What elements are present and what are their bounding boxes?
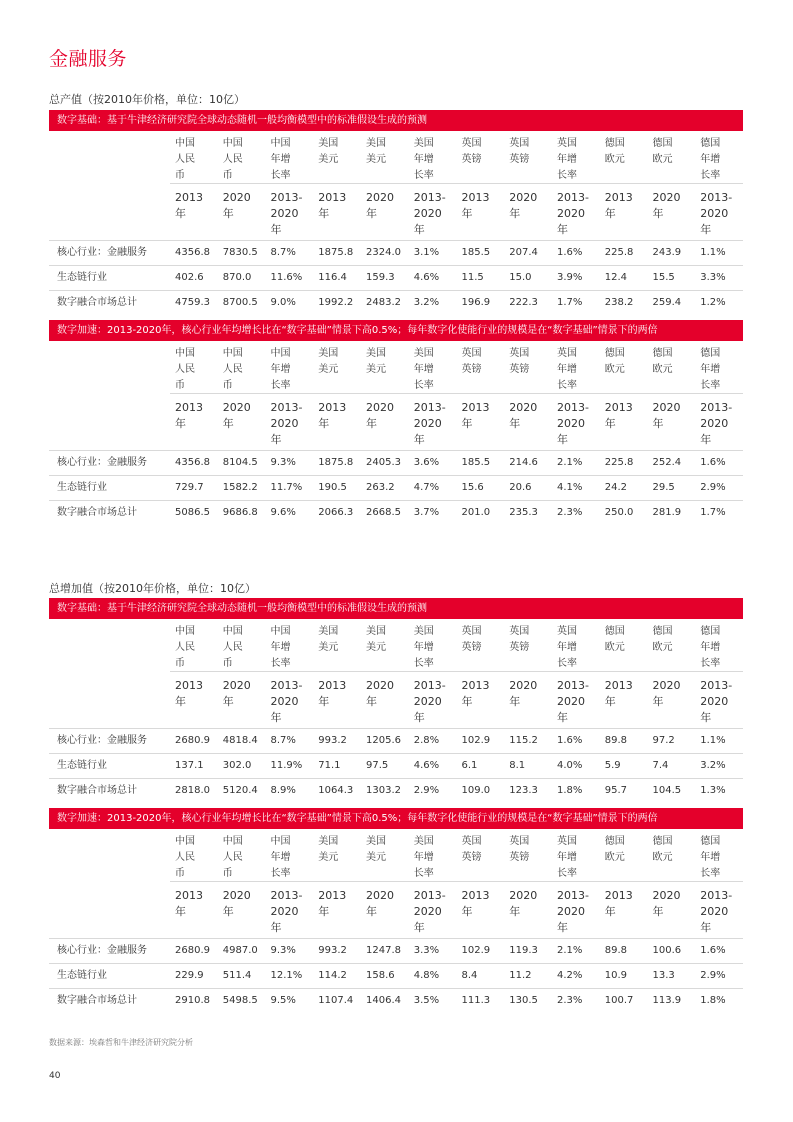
row-label: 生态链行业: [57, 970, 107, 981]
value-cell: 2483.2: [366, 297, 401, 308]
header-spacer: [49, 133, 170, 183]
header-cell: 德国 欧元: [604, 626, 625, 653]
table-row: [49, 501, 743, 525]
value-cell: 11.5: [461, 272, 484, 283]
header-cell: 美国 美元: [318, 836, 339, 863]
value-cell: 2680.9: [175, 735, 210, 746]
table-row: [49, 989, 743, 1013]
header-cell: 中国 人民 币: [175, 348, 195, 391]
data-table: [49, 343, 743, 525]
value-cell: 1.6%: [700, 457, 726, 468]
value-cell: 10.9: [604, 970, 628, 981]
value-cell: 7830.5: [222, 247, 258, 258]
header-cell: 中国 年增 长率: [270, 348, 291, 391]
header-cell: 中国 人民 币: [175, 836, 195, 879]
header-cell: 2013- 2020 年: [270, 889, 303, 934]
header-cell: 英国 年增 长率: [557, 836, 577, 879]
value-cell: 4.2%: [557, 970, 583, 981]
value-cell: 9.5%: [270, 995, 296, 1006]
value-cell: 3.2%: [700, 760, 726, 771]
table-row: [49, 241, 743, 265]
value-cell: 2680.9: [175, 945, 210, 956]
header-cell: 2013 年: [604, 679, 633, 708]
page-number: 40: [49, 1071, 61, 1081]
value-cell: 2.9%: [413, 785, 440, 796]
value-cell: 1303.2: [366, 785, 401, 796]
value-cell: 116.4: [318, 272, 347, 283]
value-cell: 4.0%: [557, 760, 583, 771]
header-cell: 2013 年: [318, 401, 347, 430]
value-cell: 29.5: [652, 482, 675, 493]
value-cell: 5.9: [604, 760, 621, 771]
value-cell: 1.6%: [557, 247, 583, 258]
value-cell: 8.9%: [270, 785, 296, 796]
value-cell: 4818.4: [222, 735, 258, 746]
value-cell: 214.6: [509, 457, 538, 468]
value-cell: 7.4: [652, 760, 669, 771]
table-header-year: [49, 184, 743, 240]
value-cell: 222.3: [509, 297, 538, 308]
value-cell: 1.7%: [700, 507, 726, 518]
value-cell: 115.2: [509, 735, 538, 746]
value-cell: 8.1: [509, 760, 526, 771]
value-cell: 4356.8: [175, 457, 210, 468]
header-cell: 2020 年: [222, 401, 251, 430]
table-header-currency: [49, 831, 743, 881]
header-cell: 2020 年: [366, 889, 394, 918]
value-cell: 190.5: [318, 482, 347, 493]
header-cell: 英国 年增 长率: [557, 348, 577, 391]
header-cell: 德国 欧元: [604, 836, 625, 863]
header-cell: 2020 年: [509, 401, 538, 430]
header-cell: 2013 年: [461, 191, 490, 220]
header-cell: 2013- 2020 年: [700, 191, 733, 236]
value-cell: 15.6: [461, 482, 484, 493]
value-cell: 97.5: [366, 760, 389, 771]
header-cell: 2013 年: [318, 679, 347, 708]
row-label: 数字融合市场总计: [57, 297, 137, 308]
value-cell: 4987.0: [222, 945, 258, 956]
header-cell: 美国 美元: [318, 348, 339, 375]
value-cell: 1.8%: [557, 785, 583, 796]
value-cell: 243.9: [652, 247, 682, 258]
header-cell: 2013- 2020 年: [270, 401, 303, 446]
value-cell: 97.2: [652, 735, 675, 746]
value-cell: 15.0: [509, 272, 532, 283]
value-cell: 8.7%: [270, 247, 296, 258]
row-label: 数字融合市场总计: [57, 507, 137, 518]
value-cell: 4.7%: [413, 482, 440, 493]
value-cell: 11.9%: [270, 760, 303, 771]
value-cell: 201.0: [461, 507, 491, 518]
scenario-banner: 数字基础：基于牛津经济研究院全球动态随机一般均衡模型中的标准假设生成的预测: [49, 598, 743, 619]
header-cell: 2013 年: [461, 679, 490, 708]
table-row: [49, 266, 743, 290]
header-spacer: [49, 621, 170, 671]
value-cell: 263.2: [366, 482, 395, 493]
value-cell: 3.9%: [557, 272, 583, 283]
header-cell: 英国 英镑: [461, 348, 482, 375]
value-cell: 1.8%: [700, 995, 726, 1006]
value-cell: 1.1%: [700, 735, 726, 746]
header-cell: 2013 年: [461, 401, 490, 430]
row-label: 核心行业：金融服务: [57, 735, 147, 746]
header-cell: 2020 年: [652, 679, 681, 708]
value-cell: 1875.8: [318, 457, 354, 468]
value-cell: 250.0: [604, 507, 634, 518]
table-row: [49, 754, 743, 778]
value-cell: 3.3%: [413, 945, 440, 956]
data-table: [49, 831, 743, 1013]
header-cell: 2020 年: [366, 679, 394, 708]
header-cell: 2020 年: [509, 191, 538, 220]
value-cell: 102.9: [461, 735, 491, 746]
value-cell: 15.5: [652, 272, 675, 283]
table-header-year: [49, 394, 743, 450]
value-cell: 9.3%: [270, 457, 296, 468]
header-cell: 英国 英镑: [509, 138, 530, 165]
header-cell: 2020 年: [222, 679, 251, 708]
header-cell: 2013 年: [461, 889, 490, 918]
value-cell: 4759.3: [175, 297, 210, 308]
header-cell: 英国 英镑: [461, 836, 482, 863]
value-cell: 225.8: [604, 457, 634, 468]
header-cell: 2013 年: [175, 889, 203, 918]
value-cell: 4.8%: [413, 970, 440, 981]
row-label: 核心行业：金融服务: [57, 457, 147, 468]
value-cell: 102.9: [461, 945, 491, 956]
header-cell: 2013- 2020 年: [700, 401, 733, 446]
value-cell: 1.3%: [700, 785, 726, 796]
row-label: 核心行业：金融服务: [57, 945, 147, 956]
header-cell: 美国 年增 长率: [413, 626, 434, 669]
header-cell: 2013 年: [175, 401, 203, 430]
value-cell: 5498.5: [222, 995, 258, 1006]
value-cell: 1582.2: [222, 482, 258, 493]
header-spacer: [49, 831, 170, 881]
value-cell: 511.4: [222, 970, 252, 981]
table-row: [49, 291, 743, 315]
header-cell: 德国 年增 长率: [700, 626, 721, 669]
value-cell: 119.3: [509, 945, 538, 956]
value-cell: 1107.4: [318, 995, 354, 1006]
header-cell: 2020 年: [652, 401, 681, 430]
header-cell: 中国 人民 币: [222, 348, 243, 391]
header-cell: 2020 年: [222, 191, 251, 220]
value-cell: 5120.4: [222, 785, 258, 796]
header-cell: 2013- 2020 年: [270, 191, 303, 236]
table-header-currency: [49, 621, 743, 671]
value-cell: 113.9: [652, 995, 682, 1006]
header-cell: 中国 年增 长率: [270, 836, 291, 879]
value-cell: 3.2%: [413, 297, 440, 308]
value-cell: 1992.2: [318, 297, 354, 308]
header-cell: 2020 年: [509, 889, 538, 918]
header-cell: 美国 美元: [366, 138, 386, 165]
table-row: [49, 779, 743, 803]
value-cell: 281.9: [652, 507, 682, 518]
value-cell: 302.0: [222, 760, 252, 771]
header-cell: 中国 年增 长率: [270, 138, 291, 181]
header-cell: 美国 美元: [366, 836, 386, 863]
value-cell: 13.3: [652, 970, 675, 981]
header-cell: 2020 年: [366, 401, 394, 430]
value-cell: 1247.8: [366, 945, 401, 956]
value-cell: 259.4: [652, 297, 682, 308]
table-header-currency: [49, 343, 743, 393]
value-cell: 9.6%: [270, 507, 296, 518]
header-cell: 德国 欧元: [652, 138, 673, 165]
header-cell: 中国 人民 币: [175, 626, 195, 669]
header-cell: 德国 欧元: [652, 348, 673, 375]
value-cell: 1.6%: [557, 735, 583, 746]
value-cell: 229.9: [175, 970, 204, 981]
header-cell: 德国 年增 长率: [700, 138, 721, 181]
header-cell: 英国 英镑: [509, 626, 530, 653]
header-cell: 中国 人民 币: [222, 626, 243, 669]
header-cell: 德国 年增 长率: [700, 836, 721, 879]
value-cell: 2.8%: [413, 735, 440, 746]
value-cell: 207.4: [509, 247, 538, 258]
value-cell: 993.2: [318, 735, 347, 746]
value-cell: 8.4: [461, 970, 478, 981]
value-cell: 24.2: [604, 482, 628, 493]
value-cell: 2405.3: [366, 457, 401, 468]
row-label: 生态链行业: [57, 272, 107, 283]
row-label: 数字融合市场总计: [57, 995, 137, 1006]
header-cell: 2013- 2020 年: [413, 889, 446, 934]
page-title: 金融服务: [49, 48, 128, 70]
value-cell: 11.7%: [270, 482, 303, 493]
header-cell: 2013 年: [604, 401, 633, 430]
header-cell: 2013 年: [318, 191, 347, 220]
header-cell: 2013- 2020 年: [557, 401, 589, 446]
header-cell: 2013- 2020 年: [413, 401, 446, 446]
table-row: [49, 939, 743, 963]
value-cell: 3.5%: [413, 995, 440, 1006]
value-cell: 9686.8: [222, 507, 258, 518]
header-cell: 2013 年: [175, 679, 203, 708]
header-cell: 2020 年: [652, 889, 681, 918]
value-cell: 71.1: [318, 760, 341, 771]
header-cell: 2013- 2020 年: [557, 679, 589, 724]
header-cell: 美国 年增 长率: [413, 348, 434, 391]
header-cell: 2013- 2020 年: [700, 679, 733, 724]
header-cell: 2013- 2020 年: [557, 191, 589, 236]
value-cell: 2066.3: [318, 507, 354, 518]
header-cell: 英国 英镑: [509, 348, 530, 375]
header-cell: 2020 年: [652, 191, 681, 220]
header-cell: 英国 英镑: [509, 836, 530, 863]
header-cell: 2013- 2020 年: [413, 191, 446, 236]
value-cell: 104.5: [652, 785, 682, 796]
value-cell: 3.1%: [413, 247, 440, 258]
value-cell: 20.6: [509, 482, 532, 493]
header-cell: 英国 英镑: [461, 138, 482, 165]
scenario-banner: 数字基础：基于牛津经济研究院全球动态随机一般均衡模型中的标准假设生成的预测: [49, 110, 743, 131]
value-cell: 4.6%: [413, 272, 440, 283]
value-cell: 238.2: [604, 297, 634, 308]
header-cell: 美国 年增 长率: [413, 836, 434, 879]
header-cell: 德国 欧元: [604, 138, 625, 165]
value-cell: 2.9%: [700, 970, 726, 981]
value-cell: 1.2%: [700, 297, 726, 308]
header-cell: 德国 欧元: [652, 836, 673, 863]
section-title: 总增加值（按2010年价格，单位：10亿）: [49, 582, 256, 595]
row-label: 核心行业：金融服务: [57, 247, 147, 258]
value-cell: 235.3: [509, 507, 538, 518]
table-row: [49, 729, 743, 753]
value-cell: 2.3%: [557, 507, 583, 518]
value-cell: 130.5: [509, 995, 538, 1006]
header-cell: 英国 年增 长率: [557, 626, 577, 669]
value-cell: 3.3%: [700, 272, 726, 283]
value-cell: 2.3%: [557, 995, 583, 1006]
header-spacer: [49, 343, 170, 393]
header-cell: 2013 年: [175, 191, 203, 220]
value-cell: 2.1%: [557, 945, 583, 956]
value-cell: 402.6: [175, 272, 204, 283]
value-cell: 1875.8: [318, 247, 354, 258]
header-spacer: [49, 882, 170, 938]
table-header-year: [49, 672, 743, 728]
value-cell: 12.1%: [270, 970, 303, 981]
header-cell: 2020 年: [222, 889, 251, 918]
value-cell: 89.8: [604, 945, 628, 956]
header-cell: 2013- 2020 年: [700, 889, 733, 934]
header-cell: 德国 年增 长率: [700, 348, 721, 391]
value-cell: 185.5: [461, 247, 491, 258]
value-cell: 3.7%: [413, 507, 440, 518]
value-cell: 1064.3: [318, 785, 354, 796]
value-cell: 2910.8: [175, 995, 210, 1006]
value-cell: 8104.5: [222, 457, 258, 468]
value-cell: 729.7: [175, 482, 204, 493]
value-cell: 870.0: [222, 272, 252, 283]
row-label: 生态链行业: [57, 760, 107, 771]
header-spacer: [49, 184, 170, 240]
header-cell: 美国 美元: [318, 138, 339, 165]
header-cell: 英国 英镑: [461, 626, 482, 653]
value-cell: 89.8: [604, 735, 628, 746]
value-cell: 1.1%: [700, 247, 726, 258]
value-cell: 11.6%: [270, 272, 303, 283]
header-cell: 2020 年: [509, 679, 538, 708]
header-cell: 美国 美元: [366, 626, 386, 653]
header-cell: 中国 人民 币: [175, 138, 195, 181]
value-cell: 5086.5: [175, 507, 210, 518]
header-cell: 2013- 2020 年: [557, 889, 589, 934]
header-spacer: [49, 672, 170, 728]
row-label: 生态链行业: [57, 482, 107, 493]
value-cell: 2324.0: [366, 247, 401, 258]
value-cell: 4356.8: [175, 247, 210, 258]
value-cell: 11.2: [509, 970, 532, 981]
header-cell: 2013- 2020 年: [270, 679, 303, 724]
table-row: [49, 964, 743, 988]
value-cell: 1.6%: [700, 945, 726, 956]
table-header-currency: [49, 133, 743, 183]
header-cell: 美国 美元: [366, 348, 386, 375]
value-cell: 95.7: [604, 785, 628, 796]
source-footnote: 数据来源：埃森哲和牛津经济研究院分析: [49, 1038, 193, 1047]
value-cell: 109.0: [461, 785, 491, 796]
value-cell: 111.3: [461, 995, 491, 1006]
value-cell: 137.1: [175, 760, 204, 771]
value-cell: 185.5: [461, 457, 491, 468]
value-cell: 3.6%: [413, 457, 440, 468]
value-cell: 100.6: [652, 945, 682, 956]
row-label: 数字融合市场总计: [57, 785, 137, 796]
header-cell: 德国 欧元: [604, 348, 625, 375]
section-title: 总产值（按2010年价格，单位：10亿）: [49, 93, 245, 106]
value-cell: 196.9: [461, 297, 491, 308]
value-cell: 2.1%: [557, 457, 583, 468]
header-cell: 2020 年: [366, 191, 394, 220]
value-cell: 6.1: [461, 760, 478, 771]
header-cell: 美国 年增 长率: [413, 138, 434, 181]
value-cell: 159.3: [366, 272, 395, 283]
value-cell: 8700.5: [222, 297, 258, 308]
value-cell: 1.7%: [557, 297, 583, 308]
table-row: [49, 476, 743, 500]
value-cell: 4.6%: [413, 760, 440, 771]
value-cell: 993.2: [318, 945, 347, 956]
header-cell: 英国 年增 长率: [557, 138, 577, 181]
value-cell: 252.4: [652, 457, 682, 468]
value-cell: 1205.6: [366, 735, 401, 746]
header-cell: 2013 年: [604, 889, 633, 918]
value-cell: 1406.4: [366, 995, 401, 1006]
value-cell: 9.3%: [270, 945, 296, 956]
header-cell: 2013- 2020 年: [413, 679, 446, 724]
header-cell: 2013 年: [318, 889, 347, 918]
data-table: [49, 621, 743, 803]
value-cell: 100.7: [604, 995, 634, 1006]
scenario-banner: 数字加速：2013-2020年，核心行业年均增长比在“数字基础”情景下高0.5%；每年数字化使能行业的规模是在“数字基础”情景下的两倍: [49, 320, 743, 341]
header-cell: 美国 美元: [318, 626, 339, 653]
value-cell: 2818.0: [175, 785, 210, 796]
value-cell: 123.3: [509, 785, 538, 796]
value-cell: 12.4: [604, 272, 628, 283]
header-spacer: [49, 394, 170, 450]
header-cell: 中国 人民 币: [222, 138, 243, 181]
header-cell: 德国 欧元: [652, 626, 673, 653]
value-cell: 2668.5: [366, 507, 401, 518]
value-cell: 114.2: [318, 970, 347, 981]
value-cell: 8.7%: [270, 735, 296, 746]
value-cell: 225.8: [604, 247, 634, 258]
header-cell: 中国 年增 长率: [270, 626, 291, 669]
value-cell: 158.6: [366, 970, 395, 981]
header-cell: 2013 年: [604, 191, 633, 220]
value-cell: 4.1%: [557, 482, 583, 493]
scenario-banner: 数字加速：2013-2020年，核心行业年均增长比在“数字基础”情景下高0.5%；每年数字化使能行业的规模是在“数字基础”情景下的两倍: [49, 808, 743, 829]
table-header-year: [49, 882, 743, 938]
data-table: [49, 133, 743, 315]
value-cell: 2.9%: [700, 482, 726, 493]
value-cell: 9.0%: [270, 297, 296, 308]
header-cell: 中国 人民 币: [222, 836, 243, 879]
table-row: [49, 451, 743, 475]
